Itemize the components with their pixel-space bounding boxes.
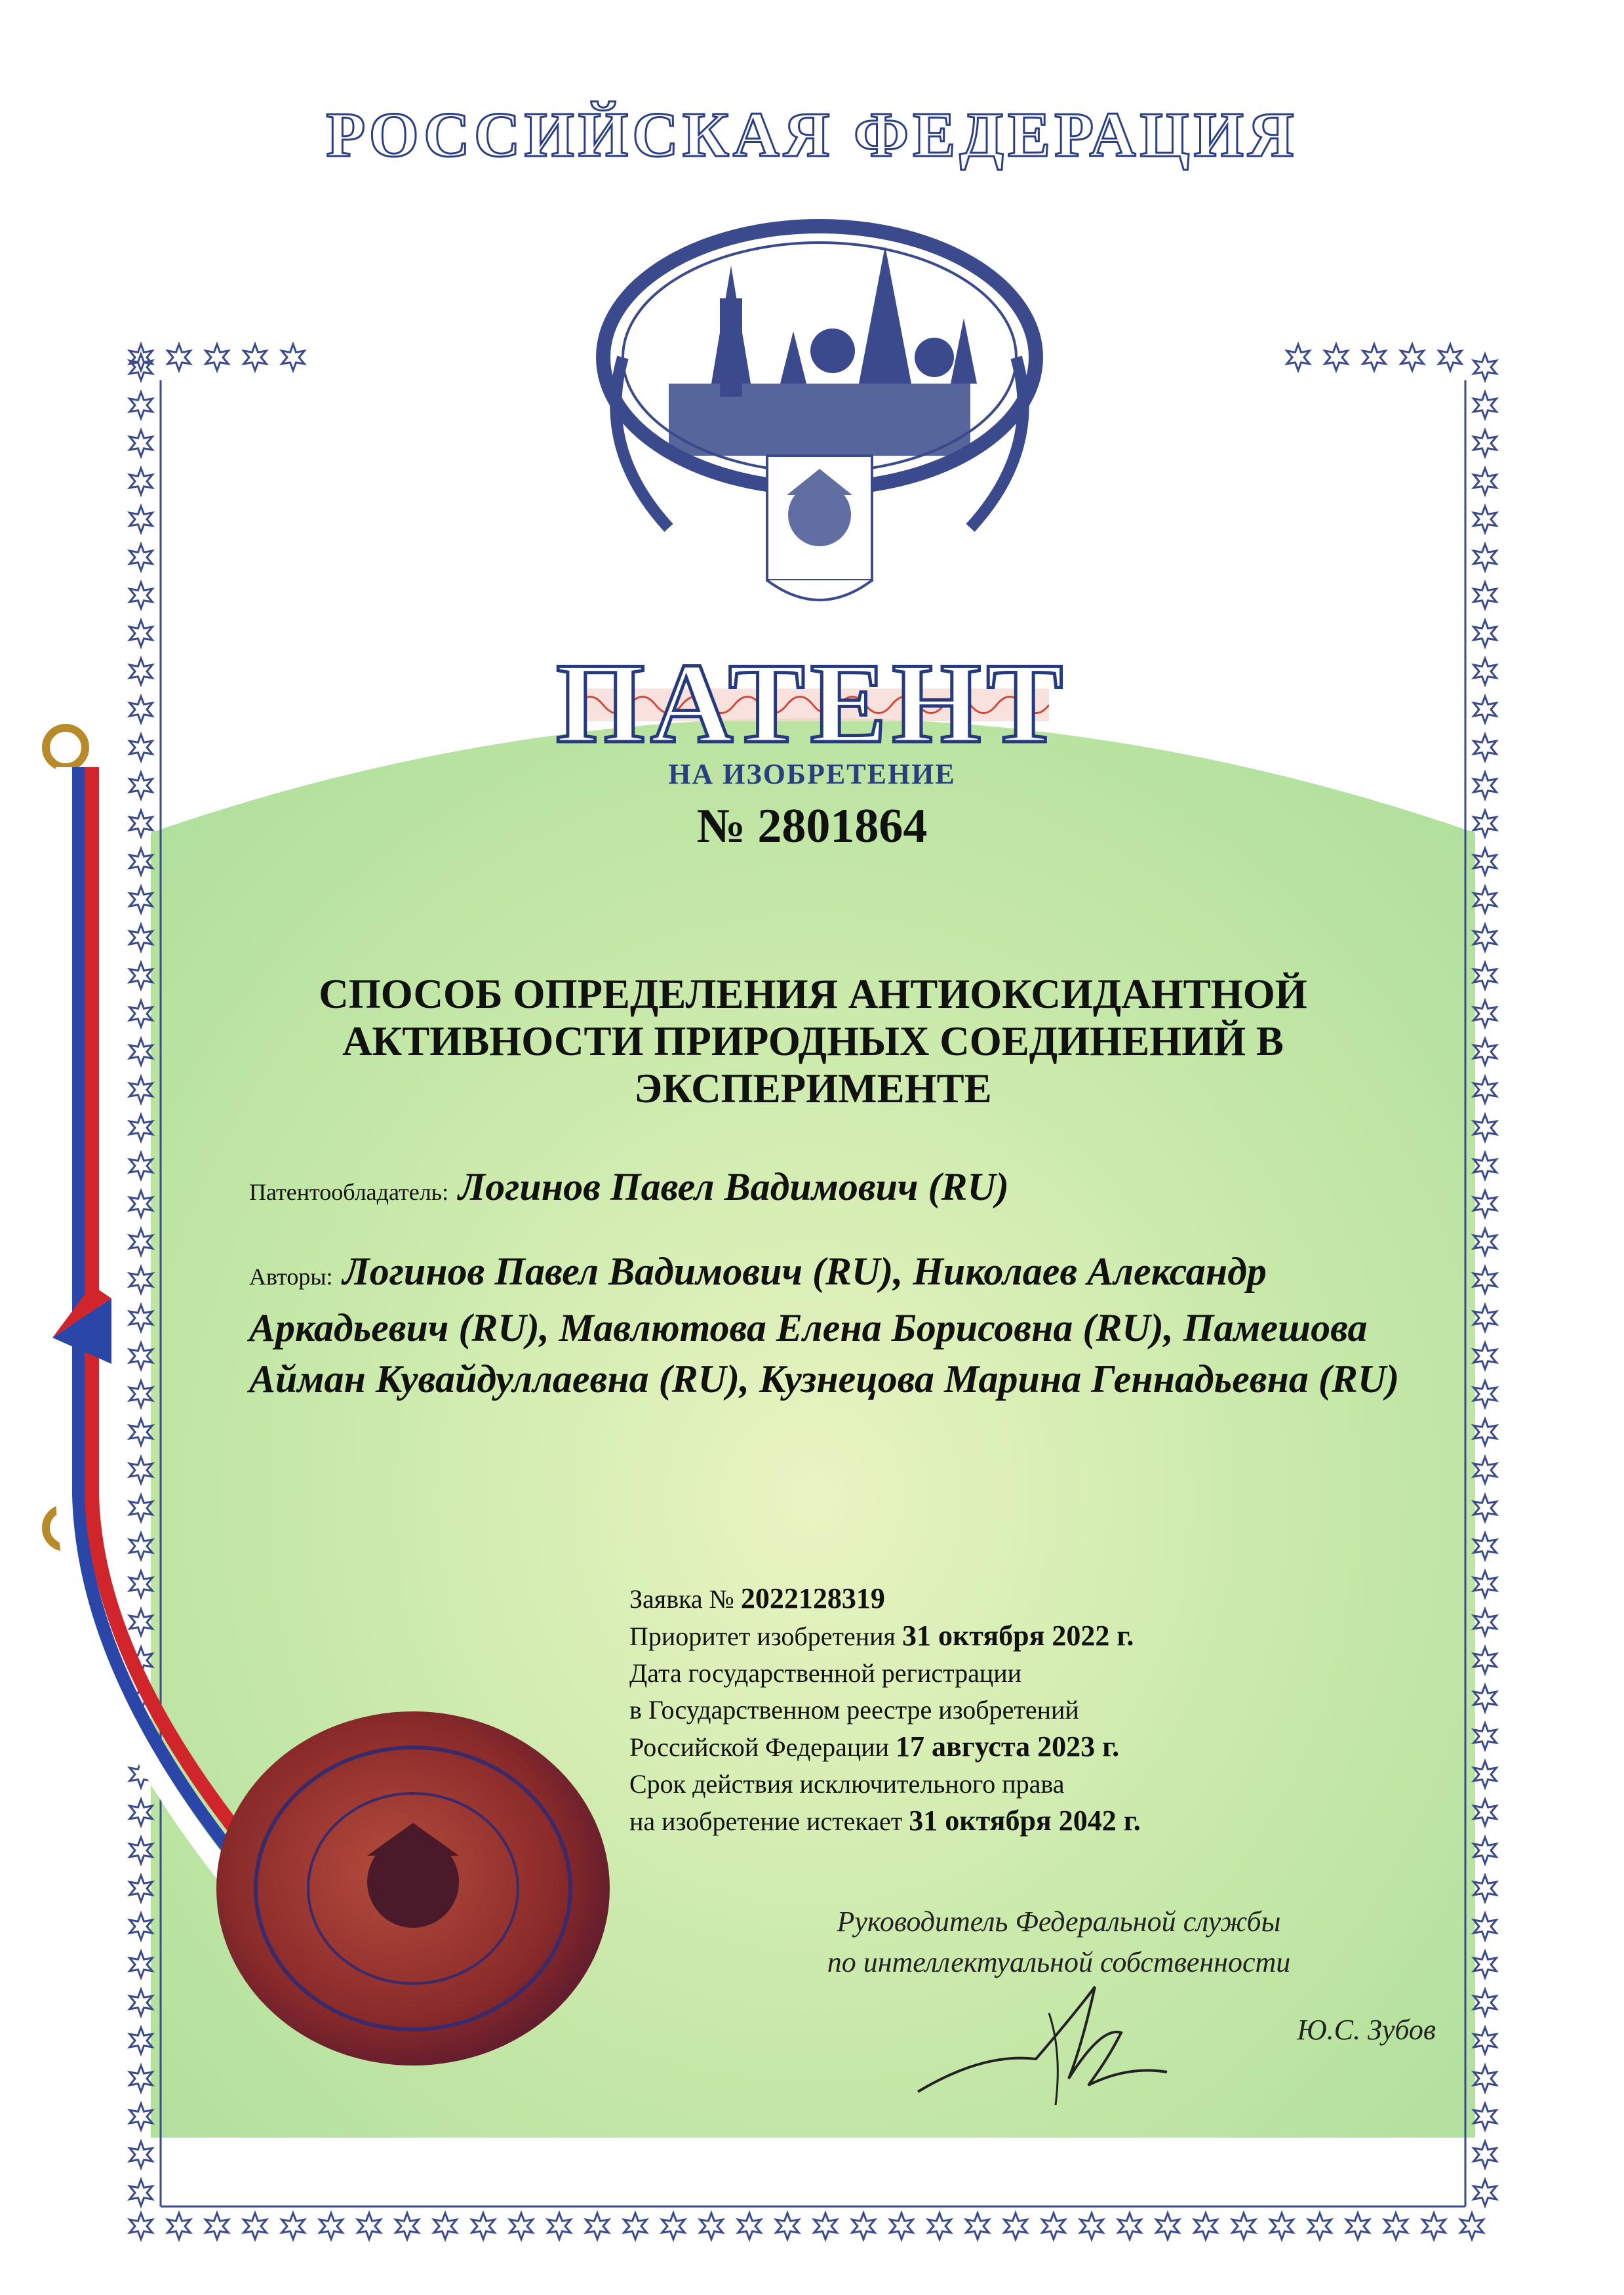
frame-star-icon — [814, 2213, 837, 2239]
frame-star-icon — [1474, 354, 1497, 380]
frame-star-icon — [1474, 1533, 1497, 1559]
validity-date: 31 октября 2042 г. — [909, 1805, 1141, 1837]
patent-number: № 2801864 — [696, 799, 928, 853]
frame-star-icon — [1325, 344, 1348, 370]
frame-star-icon — [1004, 2213, 1027, 2239]
frame-star-icon — [1423, 2213, 1446, 2239]
frame-star-icon — [282, 2213, 305, 2239]
frame-star-icon — [1347, 2213, 1370, 2239]
frame-star-icon — [1309, 2213, 1332, 2239]
frame-star-icon — [1474, 887, 1497, 913]
handwritten-signature — [905, 1974, 1180, 2111]
frame-star-icon — [510, 2213, 533, 2239]
frame-star-icon — [1474, 1001, 1497, 1027]
owner-label: Патентообладатель: — [249, 1179, 449, 1205]
frame-star-icon — [358, 2213, 381, 2239]
frame-star-icon — [776, 2213, 799, 2239]
frame-star-icon — [1119, 2213, 1141, 2239]
frame-star-icon — [320, 2213, 343, 2239]
state-reg-line1: Дата государственной регистрации — [629, 1658, 1022, 1688]
application-number: 2022128319 — [740, 1582, 885, 1614]
priority-line — [629, 1618, 1482, 1655]
frame-star-icon — [928, 2213, 951, 2239]
frame-star-icon — [244, 344, 267, 370]
registration-block — [629, 1580, 1482, 1840]
position-line2: по интеллектуальной собственности — [827, 1946, 1291, 1978]
signatory-name: Ю.С. Зубов — [1297, 2014, 1436, 2046]
frame-star-icon — [130, 392, 153, 418]
frame-star-icon — [1474, 1343, 1497, 1369]
frame-star-icon — [1474, 2142, 1497, 2168]
frame-star-icon — [1474, 1875, 1497, 1902]
frame-star-icon — [966, 2213, 989, 2239]
kremlin-emblem-icon — [570, 187, 1069, 646]
frame-star-icon — [1474, 582, 1497, 609]
frame-star-icon — [890, 2213, 913, 2239]
frame-star-icon — [700, 2213, 723, 2239]
frame-star-icon — [396, 2213, 419, 2239]
frame-star-icon — [130, 354, 153, 380]
frame-star-icon — [1474, 2104, 1497, 2130]
frame-star-icon — [130, 582, 153, 609]
frame-star-icon — [738, 2213, 761, 2239]
frame-star-icon — [130, 430, 153, 456]
document-type: ПАТЕНТ — [555, 639, 1069, 767]
frame-star-icon — [206, 2213, 229, 2239]
frame-star-icon — [130, 468, 153, 494]
frame-star-icon — [1461, 2213, 1484, 2239]
frame-star-icon — [1474, 544, 1497, 570]
frame-star-icon — [1474, 1305, 1497, 1331]
frame-star-icon — [1271, 2213, 1294, 2239]
frame-star-icon — [130, 2180, 153, 2206]
frame-star-icon — [1474, 1077, 1497, 1103]
frame-star-icon — [130, 2104, 153, 2130]
frame-star-icon — [1474, 1913, 1497, 1940]
frame-star-icon — [1439, 344, 1462, 370]
invention-title: СПОСОБ ОПРЕДЕЛЕНИЯ АНТИОКСИДАНТНОЙ АКТИВНОСТИ ПРИРОДНЫХ СОЕДИНЕНИЙ В ЭКСПЕРИМЕНТЕ — [319, 971, 1307, 1111]
state-reg-line2: в Государственном реестре изобретений — [629, 1695, 1079, 1725]
frame-star-icon — [1474, 2180, 1497, 2206]
frame-star-icon — [548, 2213, 571, 2239]
frame-star-icon — [1474, 1989, 1497, 2016]
frame-star-icon — [1401, 344, 1424, 370]
priority-date: 31 октября 2022 г. — [901, 1620, 1134, 1652]
frame-star-icon — [130, 506, 153, 532]
frame-star-icon — [244, 2213, 267, 2239]
frame-star-icon — [1474, 468, 1497, 494]
frame-star-icon — [624, 2213, 647, 2239]
authors-label: Авторы: — [249, 1264, 333, 1290]
application-line — [629, 1580, 1482, 1618]
state-reg-line3-row — [629, 1728, 1482, 1766]
validity-line2-row — [629, 1803, 1482, 1840]
validity-line2: на изобретение истекает — [629, 1806, 903, 1836]
frame-star-icon — [206, 344, 229, 370]
frame-star-icon — [1474, 2066, 1497, 2092]
owner-value: Логинов Павел Вадимович (RU) — [458, 1165, 1009, 1208]
frame-star-icon — [472, 2213, 495, 2239]
frame-star-icon — [586, 2213, 609, 2239]
country-title: РОССИЙСКАЯ ФЕДЕРАЦИЯ — [326, 100, 1298, 170]
frame-star-icon — [1474, 1229, 1497, 1255]
frame-star-icon — [1474, 1419, 1497, 1445]
frame-star-icon — [1474, 1115, 1497, 1141]
priority-label: Приоритет изобретения — [629, 1622, 896, 1651]
frame-star-icon — [1474, 506, 1497, 532]
frame-star-icon — [1474, 1951, 1497, 1978]
frame-star-icon — [130, 2213, 153, 2239]
document-subtitle: НА ИЗОБРЕТЕНИЕ — [668, 758, 956, 790]
frame-star-icon — [1042, 2213, 1065, 2239]
frame-star-icon — [1195, 2213, 1218, 2239]
validity-line1: Срок действия исключительного права — [629, 1769, 1065, 1799]
frame-star-icon — [168, 2213, 191, 2239]
frame-star-icon — [852, 2213, 875, 2239]
frame-star-icon — [1287, 344, 1310, 370]
frame-star-icon — [434, 2213, 457, 2239]
frame-star-icon — [1474, 963, 1497, 989]
position-line1: Руководитель Федеральной службы — [837, 1906, 1281, 1938]
frame-star-icon — [130, 620, 153, 647]
official-seal-icon — [210, 1705, 616, 2072]
frame-star-icon — [168, 344, 191, 370]
frame-star-icon — [1474, 1153, 1497, 1179]
signatory-position — [682, 1902, 1436, 1983]
application-label: Заявка № — [629, 1584, 734, 1614]
state-reg-line3: Российской Федерации — [629, 1732, 890, 1762]
frame-star-icon — [130, 544, 153, 570]
frame-star-icon — [1474, 392, 1497, 418]
frame-star-icon — [1474, 1039, 1497, 1065]
frame-star-icon — [130, 344, 153, 370]
frame-star-icon — [1363, 344, 1386, 370]
authors-value: Логинов Павел Вадимович (RU), Николаев Александр Аркадьевич (RU), Мавлютова Елена Борисовна (RU), Памешова Айман Кувайдуллаевна (RU), Кузнецова Марина Геннадьевна (RU) — [249, 1250, 1400, 1401]
frame-star-icon — [282, 344, 305, 370]
frame-star-icon — [130, 2142, 153, 2168]
frame-star-icon — [1474, 1457, 1497, 1483]
frame-star-icon — [1474, 1837, 1497, 1864]
frame-star-icon — [1157, 2213, 1179, 2239]
frame-star-icon — [1474, 1495, 1497, 1521]
frame-star-icon — [1385, 2213, 1408, 2239]
frame-star-icon — [1474, 1381, 1497, 1407]
frame-star-icon — [1474, 1191, 1497, 1217]
frame-star-icon — [1474, 925, 1497, 951]
frame-star-icon — [1474, 620, 1497, 647]
frame-star-icon — [1474, 2027, 1497, 2054]
frame-star-icon — [1474, 430, 1497, 456]
state-reg-date: 17 августа 2023 г. — [896, 1730, 1120, 1763]
frame-star-icon — [1080, 2213, 1103, 2239]
frame-star-icon — [1233, 2213, 1256, 2239]
frame-star-icon — [662, 2213, 685, 2239]
frame-star-icon — [1474, 1267, 1497, 1293]
